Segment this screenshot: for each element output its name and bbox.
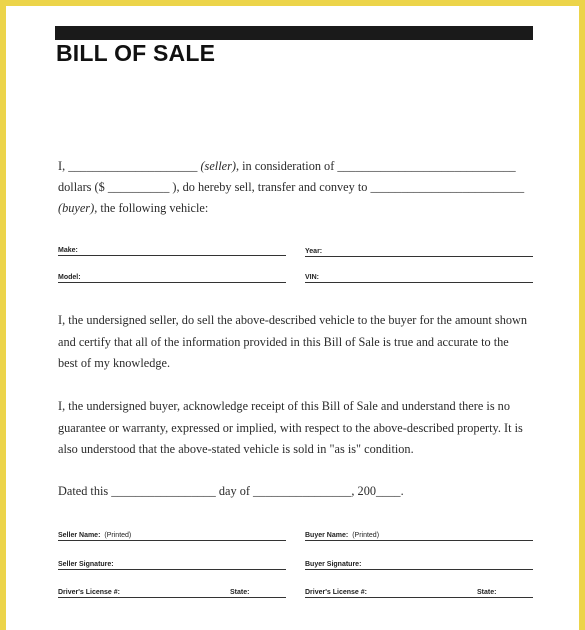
vin-field[interactable]: [305, 268, 533, 283]
header-bar: [55, 26, 533, 40]
year-label: Year:: [305, 248, 323, 255]
intro-line-2: dollars ($ __________ ), do hereby sell, transfer and convey to _________________________: [58, 180, 525, 194]
seller-name-field[interactable]: [58, 526, 286, 541]
buyer-name-field[interactable]: [305, 526, 533, 541]
buyer-term: (buyer): [58, 201, 95, 215]
seller-license-field[interactable]: [58, 583, 286, 598]
model-field[interactable]: [58, 268, 286, 283]
buyer-state-label: State:: [477, 589, 497, 596]
vin-label: VIN:: [305, 274, 319, 281]
buyer-license-label: Driver's License #:: [305, 589, 367, 596]
intro-text: I, _____________________: [58, 159, 201, 173]
printed-note: (Printed): [104, 532, 132, 539]
model-label: Model:: [58, 274, 81, 281]
make-label: Make:: [58, 247, 78, 254]
intro-line-1: [58, 156, 538, 178]
year-field[interactable]: [305, 242, 533, 257]
seller-term: (seller): [200, 159, 236, 173]
make-field[interactable]: [58, 241, 286, 256]
seller-license-label: Driver's License #:: [58, 589, 120, 596]
buyer-signature-label: Buyer Signature:: [305, 561, 362, 568]
seller-state-label: State:: [230, 589, 250, 596]
document-title: BILL OF SALE: [56, 40, 216, 66]
buyer-license-field[interactable]: [305, 583, 533, 598]
buyer-name-label: [305, 532, 379, 539]
seller-signature-field[interactable]: [58, 555, 286, 570]
printed-note: (Printed): [352, 532, 380, 539]
dated-line: Dated this _________________ day of ________________, 200____.: [58, 484, 404, 498]
buyer-acknowledgment-paragraph: I, the undersigned buyer, acknowledge receipt of this Bill of Sale and understand there is no guarantee or warranty, expressed or implied, with respect to the above-described property. It is also understood that the above-stated vehicle is sold in "as is" condition.: [58, 399, 526, 456]
intro-text: , in consideration of _____________________________: [235, 159, 516, 173]
seller-name-label: [58, 532, 131, 539]
seller-name-text: Seller Name:: [58, 532, 101, 539]
seller-certification-paragraph: I, the undersigned seller, do sell the above-described vehicle to the buyer for the amount shown and certify that all of the information provided in this Bill of Sale is true and accurate to the best of my knowledge.: [58, 313, 531, 370]
seller-signature-label: Seller Signature:: [58, 561, 114, 568]
buyer-signature-field[interactable]: [305, 555, 533, 570]
intro-text: , the following vehicle:: [94, 201, 209, 215]
intro-line-3: [58, 198, 538, 220]
buyer-name-text: Buyer Name:: [305, 532, 349, 539]
